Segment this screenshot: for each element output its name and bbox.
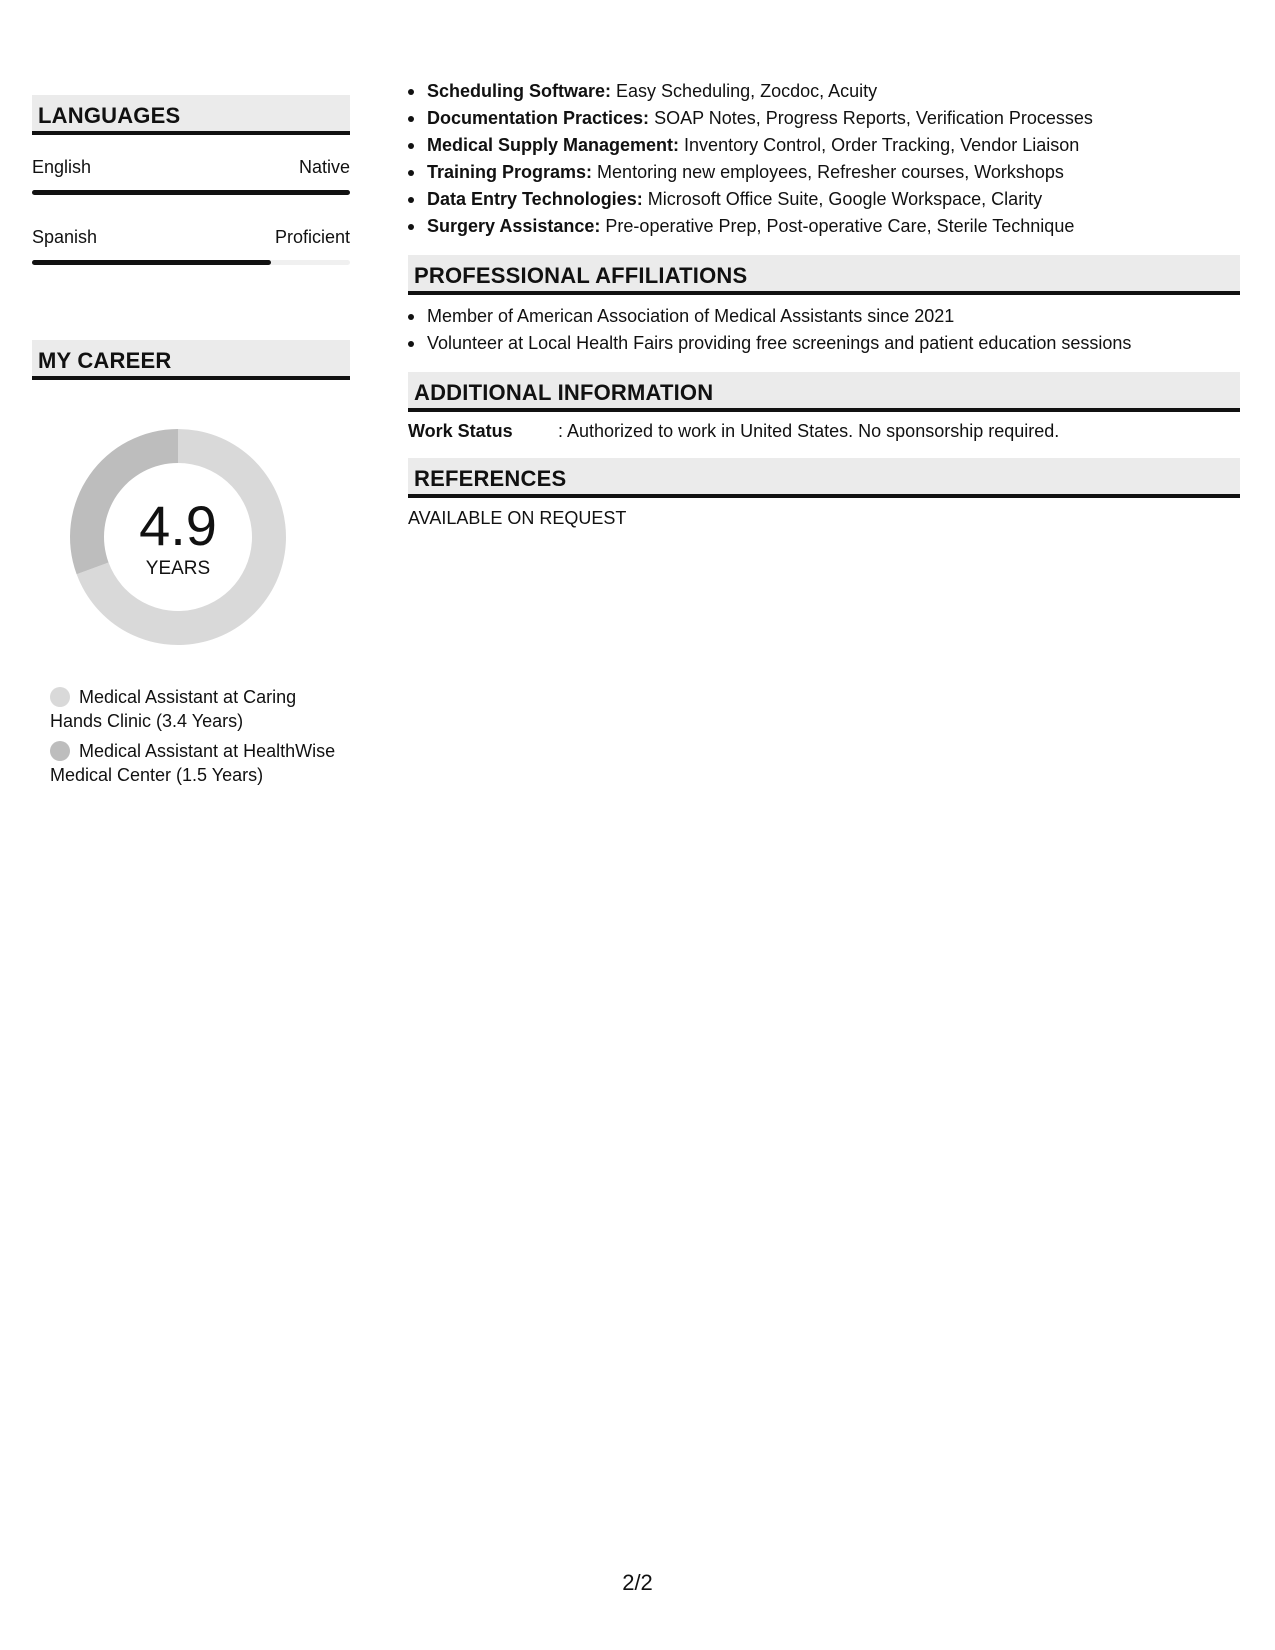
- skill-text: Mentoring new employees, Refresher courses, Workshops: [592, 162, 1064, 182]
- skill-item: [408, 213, 1240, 240]
- career-header: MY CAREER: [32, 340, 350, 380]
- legend-dot-icon: [50, 687, 70, 707]
- affiliation-item: Volunteer at Local Health Fairs providing free screenings and patient education sessions: [408, 330, 1240, 357]
- skill-text: SOAP Notes, Progress Reports, Verification Processes: [649, 108, 1093, 128]
- career-legend: [50, 685, 340, 793]
- language-proficiency-fill: [32, 260, 271, 265]
- skill-item: [408, 159, 1240, 186]
- career-donut-chart: [66, 425, 290, 649]
- language-item-spanish: [32, 227, 350, 265]
- language-proficiency-bar: [32, 190, 350, 195]
- skills-list: [408, 78, 1240, 240]
- language-proficiency-bar: [32, 260, 350, 265]
- skill-label: Medical Supply Management:: [427, 135, 680, 155]
- affiliation-item: Member of American Association of Medical Assistants since 2021: [408, 303, 1240, 330]
- right-column: [408, 78, 1240, 529]
- legend-item: [50, 685, 340, 733]
- skill-item: [408, 186, 1240, 213]
- additional-info-header: ADDITIONAL INFORMATION: [408, 372, 1240, 412]
- affiliations-list: [408, 303, 1240, 357]
- skill-label: Training Programs:: [427, 162, 593, 182]
- skill-label: Surgery Assistance:: [427, 216, 601, 236]
- language-item-english: [32, 157, 350, 195]
- language-level: Native: [298, 157, 350, 177]
- work-status-row: [408, 421, 1240, 442]
- legend-item: [50, 739, 340, 787]
- work-status-label: Work Status: [408, 421, 513, 441]
- language-proficiency-fill: [32, 190, 350, 195]
- skill-item: [408, 105, 1240, 132]
- left-column: [32, 95, 350, 785]
- skill-label: Documentation Practices:: [427, 108, 650, 128]
- skill-label: Scheduling Software:: [427, 81, 612, 101]
- career-total-value: 4.9: [139, 494, 217, 557]
- references-text: AVAILABLE ON REQUEST: [408, 508, 627, 528]
- skill-text: Microsoft Office Suite, Google Workspace, Clarity: [642, 189, 1043, 209]
- language-name: Spanish: [32, 227, 98, 247]
- skill-text: Pre-operative Prep, Post-operative Care, Sterile Technique: [600, 216, 1075, 236]
- legend-dot-icon: [50, 741, 70, 761]
- language-name: English: [32, 157, 92, 177]
- career-total-unit: YEARS: [145, 558, 211, 579]
- affiliations-header: PROFESSIONAL AFFILIATIONS: [408, 255, 1240, 295]
- language-level: Proficient: [274, 227, 350, 247]
- skill-text: Inventory Control, Order Tracking, Vendor Liaison: [679, 135, 1080, 155]
- skill-label: Data Entry Technologies:: [427, 189, 643, 209]
- page-number: 2/2: [622, 1570, 653, 1595]
- references-header: REFERENCES: [408, 458, 1240, 498]
- languages-header: LANGUAGES: [32, 95, 350, 135]
- skill-item: [408, 132, 1240, 159]
- work-status-value: : Authorized to work in United States. No sponsorship required.: [558, 421, 1060, 441]
- legend-label: Medical Assistant at HealthWise Medical Center (1.5 Years): [50, 741, 336, 785]
- legend-label: Medical Assistant at Caring Hands Clinic (3.4 Years): [50, 687, 297, 731]
- skill-text: Easy Scheduling, Zocdoc, Acuity: [611, 81, 878, 101]
- skill-item: [408, 78, 1240, 105]
